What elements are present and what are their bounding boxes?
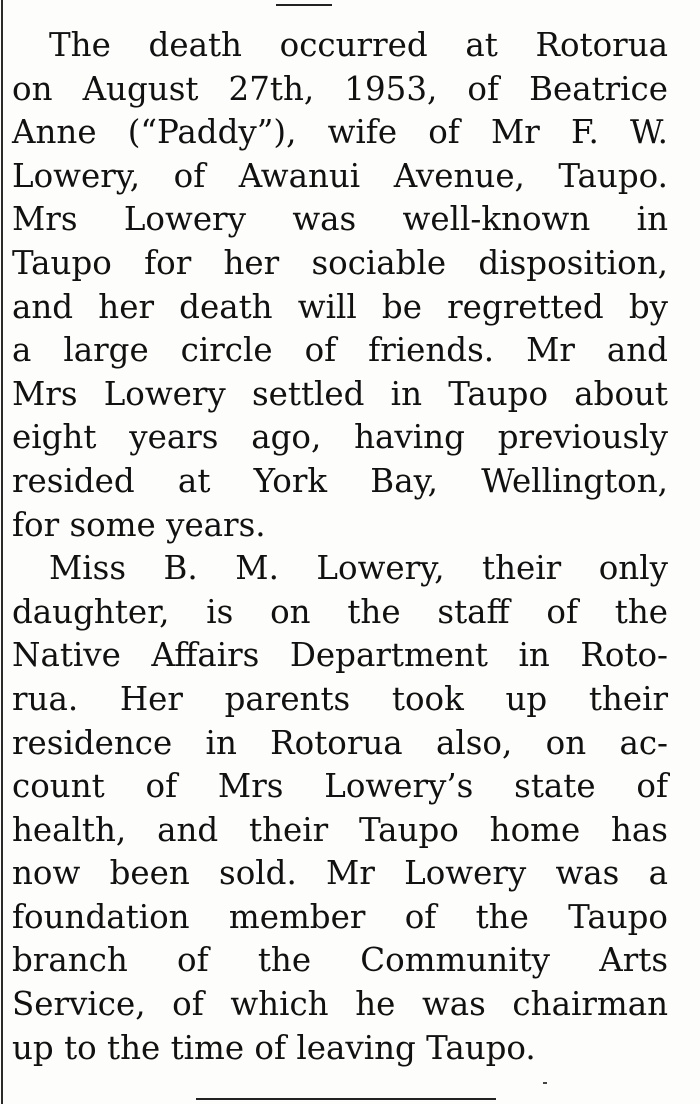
text-line: for some years. bbox=[12, 505, 266, 544]
column-rule-left bbox=[1, 0, 3, 1104]
text-line: Mrs Lowery was well-known in bbox=[12, 200, 668, 239]
obituary-article bbox=[12, 24, 668, 1070]
text-line: Mrs Lowery settled in Taupo about bbox=[12, 374, 668, 413]
text-line: rua. Her parents took up their bbox=[12, 679, 668, 718]
text-line: The death occurred at Rotorua bbox=[49, 26, 668, 64]
separator-rule-bottom bbox=[196, 1098, 496, 1100]
text-line: eight years ago, having previously bbox=[12, 418, 668, 457]
paragraph-2 bbox=[12, 547, 668, 1070]
text-line: Anne (“Paddy”), wife of Mr F. W. bbox=[12, 113, 668, 152]
text-line: residence in Rotorua also, on ac- bbox=[12, 723, 668, 762]
text-line: Miss B. M. Lowery, their only bbox=[49, 549, 668, 588]
text-line: health, and their Taupo home has bbox=[12, 810, 668, 849]
text-line: Native Affairs Department in Roto- bbox=[12, 636, 668, 675]
print-speck bbox=[543, 1082, 547, 1084]
text-line: branch of the Community Arts bbox=[12, 941, 668, 980]
text-line: Service, of which he was chairman bbox=[12, 985, 668, 1024]
text-line: daughter, is on the staff of the bbox=[12, 592, 668, 631]
text-line: resided at York Bay, Wellington, bbox=[12, 461, 668, 500]
separator-rule-top bbox=[276, 4, 332, 6]
text-line: now been sold. Mr Lowery was a bbox=[12, 854, 668, 893]
text-line: a large circle of friends. Mr and bbox=[12, 331, 668, 370]
text-line: foundation member of the Taupo bbox=[12, 897, 668, 936]
text-line: and her death will be regretted by bbox=[12, 287, 668, 326]
text-line: count of Mrs Lowery’s state of bbox=[12, 767, 668, 806]
text-line: Taupo for her sociable disposition, bbox=[12, 243, 668, 282]
paragraph-1 bbox=[12, 24, 668, 547]
text-line: on August 27th, 1953, of Beatrice bbox=[12, 69, 668, 108]
text-line: Lowery, of Awanui Avenue, Taupo. bbox=[12, 156, 668, 195]
text-line: up to the time of leaving Taupo. bbox=[12, 1028, 536, 1067]
